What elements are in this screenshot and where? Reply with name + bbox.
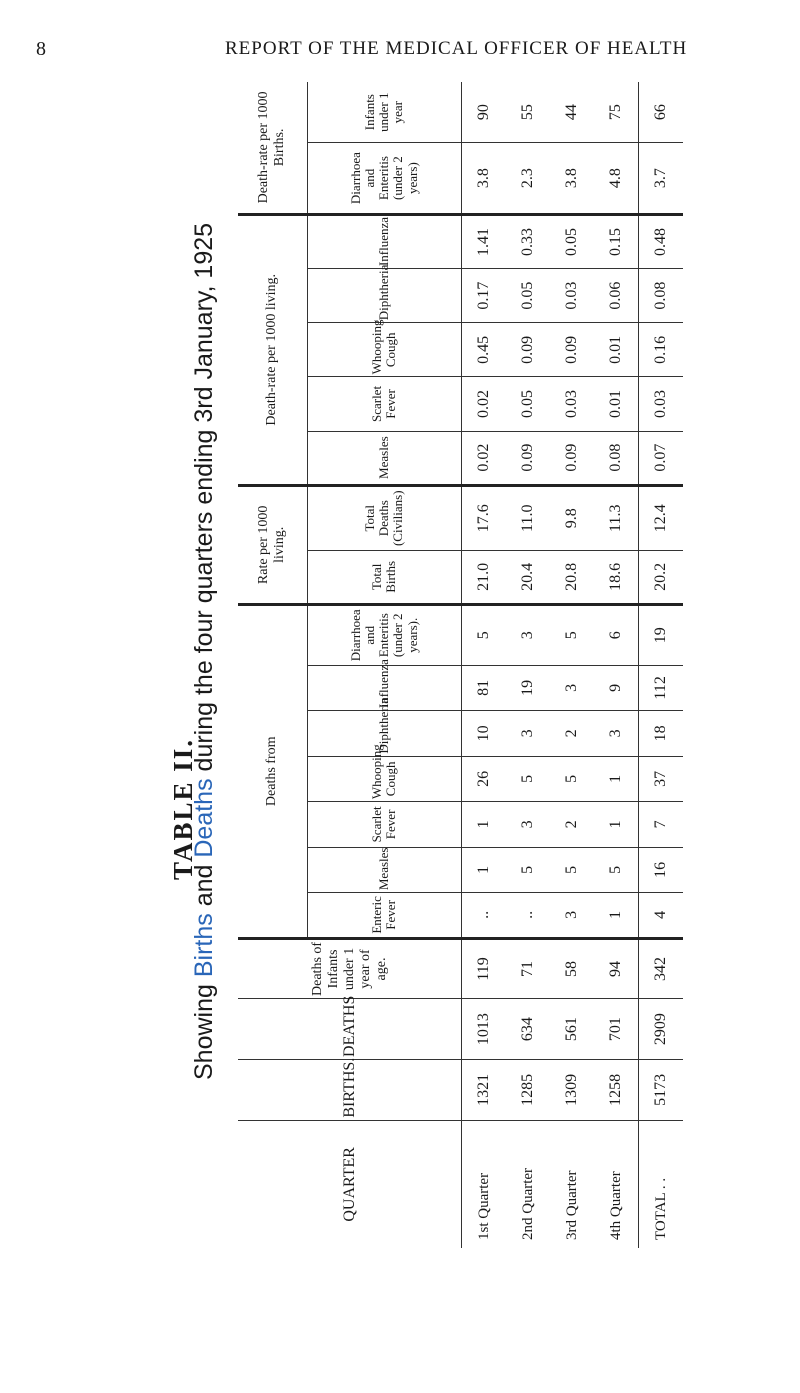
dr-scarlet-cell: 0.05	[506, 377, 550, 431]
dr-whooping-cell: 0.45	[462, 323, 507, 377]
subheader-influenza: Influenza	[307, 665, 461, 711]
influenza-cell: 3	[550, 665, 594, 711]
dr-measles-cell: 0.07	[639, 431, 684, 485]
enteric-cell: 4	[639, 893, 684, 939]
header-births: BIRTHS.	[238, 1059, 462, 1120]
header-death-rate-births: Death-rate per 1000 Births.	[238, 82, 307, 214]
subheader-dr-measles: Measles	[307, 431, 461, 485]
diphtheria-cell: 10	[462, 711, 507, 757]
dr-whooping-cell: 0.16	[639, 323, 684, 377]
statistics-table	[238, 82, 683, 1248]
db-diarrhoea-cell: 3.8	[462, 143, 507, 215]
header-deaths: DEATHS	[238, 999, 462, 1060]
db-infants-cell: 55	[506, 82, 550, 143]
table-title: TABLE II.	[168, 737, 198, 880]
rate-births-cell: 20.8	[550, 550, 594, 604]
page-number: 8	[36, 38, 46, 60]
enteric-cell: 1	[594, 893, 639, 939]
dr-measles-cell: 0.09	[506, 431, 550, 485]
subheader-dr-influenza: Influenza	[307, 214, 461, 268]
measles-cell: 16	[639, 847, 684, 893]
diarrhoea-cell: 5	[462, 604, 507, 665]
scarlet-cell: 1	[594, 802, 639, 848]
diarrhoea-cell: 19	[639, 604, 684, 665]
statistics-table-container	[238, 82, 683, 1248]
dr-whooping-cell: 0.09	[550, 323, 594, 377]
enteric-cell: ..	[506, 893, 550, 939]
births-cell: 1309	[550, 1059, 594, 1120]
diphtheria-cell: 18	[639, 711, 684, 757]
births-cell: 1258	[594, 1059, 639, 1120]
dr-influenza-cell: 0.15	[594, 214, 639, 268]
dr-scarlet-cell: 0.02	[462, 377, 507, 431]
subheader-measles: Measles	[307, 847, 461, 893]
whooping-cell: 37	[639, 756, 684, 802]
scarlet-cell: 2	[550, 802, 594, 848]
total-label: TOTAL . .	[639, 1120, 684, 1248]
infant-deaths-cell: 119	[462, 938, 507, 999]
dr-diphtheria-cell: 0.08	[639, 269, 684, 323]
rate-births-cell: 20.2	[639, 550, 684, 604]
header-infant-deaths: Deaths of Infants under 1 year of age.	[238, 938, 462, 999]
infant-deaths-cell: 71	[506, 938, 550, 999]
influenza-cell: 81	[462, 665, 507, 711]
quarter-cell: 2nd Quarter	[519, 1167, 536, 1240]
db-diarrhoea-cell: 3.7	[639, 143, 684, 215]
subheader-dr-whooping: Whooping Cough	[307, 323, 461, 377]
measles-cell: 5	[550, 847, 594, 893]
scarlet-cell: 1	[462, 802, 507, 848]
table-row	[550, 82, 594, 1248]
caption-and: and	[190, 857, 218, 914]
db-infants-cell: 75	[594, 82, 639, 143]
header-death-rate-living: Death-rate per 1000 living.	[238, 214, 307, 485]
dr-influenza-cell: 0.48	[639, 214, 684, 268]
dr-whooping-cell: 0.09	[506, 323, 550, 377]
dr-measles-cell: 0.08	[594, 431, 639, 485]
scarlet-cell: 3	[506, 802, 550, 848]
caption-births: Births	[190, 913, 218, 978]
rate-births-cell: 20.4	[506, 550, 550, 604]
infant-deaths-cell: 58	[550, 938, 594, 999]
rate-deaths-cell: 11.0	[506, 485, 550, 550]
diarrhoea-cell: 5	[550, 604, 594, 665]
diphtheria-cell: 3	[594, 711, 639, 757]
deaths-cell: 2909	[639, 999, 684, 1060]
table-row	[506, 82, 550, 1248]
table-row	[462, 82, 507, 1248]
subheader-dr-scarlet: Scarlet Fever	[307, 377, 461, 431]
header-quarter: QUARTER	[238, 1120, 462, 1248]
births-cell: 5173	[639, 1059, 684, 1120]
quarter-cell: 3rd Quarter	[563, 1170, 580, 1240]
subheader-diarrhoea: Diarrhoea and Enteritis (under 2 years).	[307, 604, 461, 665]
subheader-dr-diphtheria: Diphtheria	[307, 269, 461, 323]
diarrhoea-cell: 6	[594, 604, 639, 665]
whooping-cell: 5	[550, 756, 594, 802]
rate-deaths-cell: 17.6	[462, 485, 507, 550]
dr-diphtheria-cell: 0.03	[550, 269, 594, 323]
header-rate-per-1000: Rate per 1000 living.	[238, 485, 307, 604]
table-row	[594, 82, 639, 1248]
rate-births-cell: 21.0	[462, 550, 507, 604]
whooping-cell: 5	[506, 756, 550, 802]
births-cell: 1285	[506, 1059, 550, 1120]
infant-deaths-cell: 94	[594, 938, 639, 999]
rate-deaths-cell: 11.3	[594, 485, 639, 550]
db-diarrhoea-cell: 3.8	[550, 143, 594, 215]
deaths-cell: 1013	[462, 999, 507, 1060]
dr-scarlet-cell: 0.03	[550, 377, 594, 431]
diphtheria-cell: 3	[506, 711, 550, 757]
subheader-total-births: Total Births	[307, 550, 461, 604]
caption-deaths: Deaths	[190, 778, 218, 858]
subheader-diphtheria: Diphtheria	[307, 711, 461, 757]
dr-measles-cell: 0.02	[462, 431, 507, 485]
enteric-cell: ..	[462, 893, 507, 939]
caption-suffix: during the four quarters ending 3rd January, 1925	[190, 222, 218, 779]
influenza-cell: 112	[639, 665, 684, 711]
births-cell: 1321	[462, 1059, 507, 1120]
deaths-cell: 701	[594, 999, 639, 1060]
total-row	[639, 82, 684, 1248]
deaths-cell: 634	[506, 999, 550, 1060]
dr-diphtheria-cell: 0.17	[462, 269, 507, 323]
subheader-total-deaths: Total Deaths (Civilians)	[307, 485, 461, 550]
influenza-cell: 19	[506, 665, 550, 711]
running-head: REPORT OF THE MEDICAL OFFICER OF HEALTH	[225, 38, 688, 59]
dr-measles-cell: 0.09	[550, 431, 594, 485]
measles-cell: 5	[594, 847, 639, 893]
db-infants-cell: 66	[639, 82, 684, 143]
measles-cell: 1	[462, 847, 507, 893]
table-caption	[190, 223, 219, 1080]
influenza-cell: 9	[594, 665, 639, 711]
subheader-scarlet: Scarlet Fever	[307, 802, 461, 848]
whooping-cell: 1	[594, 756, 639, 802]
infant-deaths-cell: 342	[639, 938, 684, 999]
subheader-enteric: Enteric Fever	[307, 893, 461, 939]
quarter-cell: 1st Quarter	[475, 1172, 492, 1240]
db-diarrhoea-cell: 4.8	[594, 143, 639, 215]
subheader-db-infants: Infants under 1 year	[307, 82, 461, 143]
quarter-cell: 4th Quarter	[607, 1171, 624, 1240]
header-row	[238, 82, 307, 1248]
enteric-cell: 3	[550, 893, 594, 939]
deaths-cell: 561	[550, 999, 594, 1060]
dr-scarlet-cell: 0.03	[639, 377, 684, 431]
subheader-db-diarrhoea: Diarrhoea and Enteritis (under 2 years)	[307, 143, 461, 215]
dr-influenza-cell: 0.33	[506, 214, 550, 268]
caption-prefix: Showing	[190, 977, 218, 1080]
db-infants-cell: 44	[550, 82, 594, 143]
db-infants-cell: 90	[462, 82, 507, 143]
diarrhoea-cell: 3	[506, 604, 550, 665]
dr-whooping-cell: 0.01	[594, 323, 639, 377]
dr-diphtheria-cell: 0.05	[506, 269, 550, 323]
header-deaths-from: Deaths from	[238, 604, 307, 938]
scarlet-cell: 7	[639, 802, 684, 848]
db-diarrhoea-cell: 2.3	[506, 143, 550, 215]
rate-deaths-cell: 12.4	[639, 485, 684, 550]
measles-cell: 5	[506, 847, 550, 893]
dr-scarlet-cell: 0.01	[594, 377, 639, 431]
whooping-cell: 26	[462, 756, 507, 802]
dr-influenza-cell: 1.41	[462, 214, 507, 268]
rate-deaths-cell: 9.8	[550, 485, 594, 550]
diphtheria-cell: 2	[550, 711, 594, 757]
dr-influenza-cell: 0.05	[550, 214, 594, 268]
subheader-whooping: Whooping Cough	[307, 756, 461, 802]
dr-diphtheria-cell: 0.06	[594, 269, 639, 323]
rate-births-cell: 18.6	[594, 550, 639, 604]
